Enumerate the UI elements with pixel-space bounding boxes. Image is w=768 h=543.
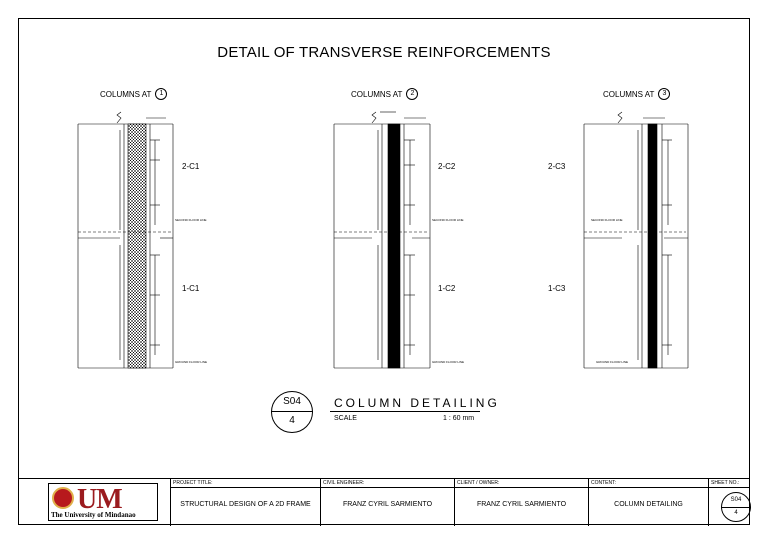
- project-title-value: STRUCTURAL DESIGN OF A 2D FRAME: [180, 501, 311, 508]
- project-title-cell: [170, 479, 320, 526]
- column-elevation-3: [584, 112, 688, 368]
- sheet-number-id: S04: [730, 497, 742, 503]
- client-owner-value: FRANZ CYRIL SARMIENTO: [476, 501, 567, 508]
- sheet-title: DETAIL OF TRANSVERSE REINFORCEMENTS: [217, 44, 551, 61]
- client-owner-cell: [454, 479, 588, 526]
- university-name: The University of Mindanao: [51, 511, 136, 519]
- scale-value: 1 : 60 mm: [443, 415, 475, 422]
- client-owner-head: CLIENT / OWNER:: [457, 480, 500, 486]
- university-seal-icon: [52, 487, 74, 509]
- logo-wordmark: UM: [77, 484, 122, 515]
- project-title-head: PROJECT TITLE:: [173, 480, 213, 486]
- civil-engineer-head: CIVIL ENGINEER:: [323, 480, 365, 486]
- detail-title-underline: [330, 411, 480, 412]
- column-heading-label: COLUMNS AT: [351, 89, 403, 99]
- member-label-1-c2: 1-C2: [438, 284, 456, 293]
- sheet-number-bubble: [721, 492, 751, 522]
- scale-label: SCALE: [334, 415, 357, 422]
- column-elevation-1: [78, 112, 173, 368]
- sheet-number-head: SHEET NO.:: [711, 480, 740, 486]
- ground-floor-label: GROUND FLOOR LINE: [175, 360, 208, 364]
- second-floor-label: SECOND FLOOR LINE: [591, 218, 623, 222]
- sheet-number-cell: [708, 479, 750, 526]
- sheet-number-index: 4: [734, 510, 738, 516]
- university-logo: [48, 483, 158, 521]
- column-heading-label: COLUMNS AT: [100, 89, 152, 99]
- detail-title: COLUMN DETAILING: [334, 396, 500, 410]
- civil-engineer-value: FRANZ CYRIL SARMIENTO: [342, 501, 433, 508]
- grid-marker-1: 1: [155, 88, 167, 100]
- ground-floor-label: GROUND FLOOR LINE: [432, 360, 465, 364]
- member-label-1-c3: 1-C3: [548, 284, 566, 293]
- detail-reference-sheet: S04: [283, 396, 301, 407]
- grid-marker-2: 2: [406, 88, 418, 100]
- content-cell: [588, 479, 708, 526]
- title-block: [18, 478, 750, 526]
- content-value: COLUMN DETAILING: [614, 501, 683, 508]
- member-label-2-c2: 2-C2: [438, 162, 456, 171]
- column-heading-label: COLUMNS AT: [603, 89, 655, 99]
- detail-reference-number: 4: [289, 415, 295, 426]
- column-elevation-2: [334, 112, 430, 368]
- member-label-1-c1: 1-C1: [182, 284, 200, 293]
- grid-marker-3: 3: [658, 88, 670, 100]
- second-floor-label: SECOND FLOOR LINE: [175, 218, 207, 222]
- ground-floor-label: GROUND FLOOR LINE: [596, 360, 629, 364]
- content-head: CONTENT:: [591, 480, 616, 486]
- civil-engineer-cell: [320, 479, 454, 526]
- member-label-2-c1: 2-C1: [182, 162, 200, 171]
- detail-reference-divider: [271, 411, 313, 412]
- member-label-2-c3: 2-C3: [548, 162, 566, 171]
- second-floor-label: SECOND FLOOR LINE: [432, 218, 464, 222]
